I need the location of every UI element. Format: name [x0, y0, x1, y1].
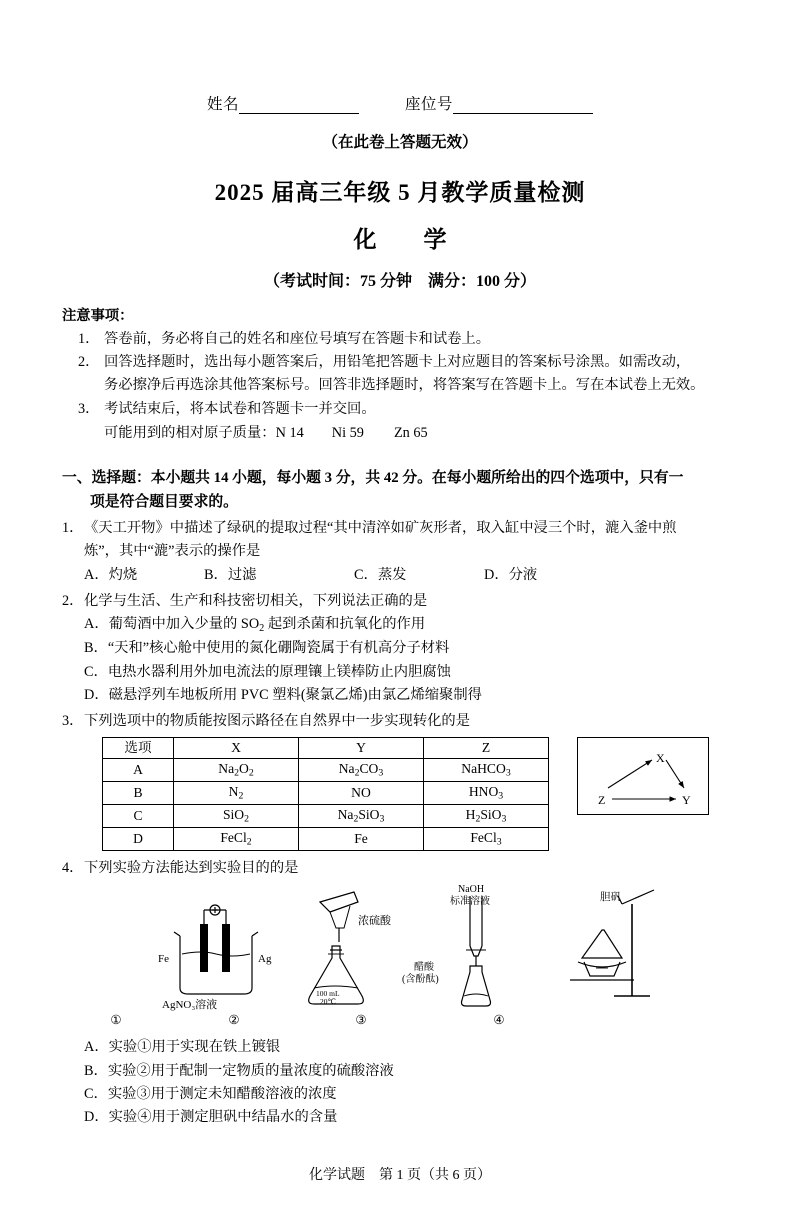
figure-number-4: ④ [493, 1013, 505, 1028]
table-cell-z: $HNO_3$ [424, 782, 549, 805]
figure4-label-danfan: 胆矾 [600, 892, 621, 904]
table-header-cell: Y [299, 738, 424, 759]
question-stem [62, 517, 742, 563]
table-header-cell: 选项 [103, 738, 174, 759]
question-text: 下列实验方法能达到实验目的的是 [84, 860, 299, 877]
table-cell-y: $Na_2SiO_3$ [299, 805, 424, 828]
question-number: 3． [62, 712, 84, 729]
atomic-mass-line [104, 422, 740, 445]
seat-label: 座位号 [405, 96, 454, 113]
question-number: 4． [62, 860, 84, 877]
section-heading-line2: 项是符合题目要求的。 [90, 493, 238, 510]
figure3-label-standard: 标准溶液 [450, 896, 490, 908]
exam-info: （考试时间：75 分钟 满分：100 分） [263, 273, 536, 290]
name-label: 姓名 [206, 96, 239, 113]
note-item [78, 328, 740, 351]
table-cell-y: Fe [299, 828, 424, 851]
option-c[interactable]: C．电热水器利用外加电流法的原理镶上镁棒防止内胆腐蚀 [84, 663, 451, 680]
table-cell-x: $N_2$ [174, 782, 299, 805]
options-list [62, 613, 742, 707]
options-table [102, 737, 549, 851]
question-1 [0, 517, 800, 586]
figure3-label-naoh: NaOH [458, 884, 485, 896]
question-3 [0, 710, 800, 733]
note-number: 2． [78, 354, 100, 371]
options-list [62, 1036, 742, 1129]
note-number: 1． [78, 331, 100, 348]
question-3-figure-row [0, 737, 800, 851]
table-cell-x: SiO$_2$ [174, 805, 299, 828]
question-stem [62, 710, 742, 733]
figure3-label-phenol: (含酚酞) [402, 974, 439, 986]
option-a[interactable]: A．灼烧 [84, 566, 138, 583]
atomic-mass-ni: Ni 59 [331, 424, 364, 441]
table-row[interactable] [103, 828, 549, 851]
question-number: 2． [62, 592, 84, 609]
table-row[interactable] [103, 759, 549, 782]
note-item [78, 351, 740, 374]
atomic-mass-zn: Zn 65 [393, 424, 428, 441]
cycle-label-y: Y [682, 793, 691, 808]
table-row[interactable] [103, 805, 549, 828]
note-text: 考试结束后，将本试卷和答题卡一并交回。 [104, 400, 376, 417]
question-4 [0, 857, 800, 880]
option-d[interactable]: D．实验④用于测定胆矾中结晶水的含量 [84, 1108, 338, 1125]
figure2-label-temp: 20℃ [320, 997, 336, 1007]
notes-title: 注意事项： [62, 308, 134, 324]
option-a[interactable]: A．实验①用于实现在铁上镀银 [84, 1039, 281, 1056]
page-footer: 化学试题 第 1 页（共 6 页） [309, 1168, 491, 1183]
notes-block [0, 305, 800, 445]
figure-number-3: ③ [355, 1013, 367, 1028]
figure1-label-ag: Ag [258, 953, 272, 966]
question-stem [62, 590, 742, 613]
experiment-apparatus-diagram [62, 884, 702, 1012]
table-row[interactable] [103, 782, 549, 805]
note-number: 3． [78, 400, 100, 417]
question-number: 1． [62, 520, 84, 537]
figure3-label-acetic: 醋酸 [414, 962, 434, 974]
figure2-label-acid: 浓硫酸 [358, 915, 391, 928]
question-text: 《天工开物》中描述了绿矾的提取过程“其中清淬如矿灰形者，取入缸中浸三个时，漉入釜中煎 [84, 520, 677, 537]
cycle-label-z: Z [598, 793, 606, 808]
options-row [62, 564, 742, 587]
question-text-cont: 炼”，其中“漉”表示的操作是 [84, 543, 261, 560]
question-4-options [0, 1036, 800, 1129]
seat-blank[interactable] [453, 113, 593, 114]
name-blank[interactable] [239, 113, 359, 114]
subject-title: 化 学 [353, 227, 459, 252]
figure1-label-fe: Fe [158, 953, 169, 966]
option-c[interactable]: C．蒸发 [354, 566, 407, 583]
option-b[interactable]: B．实验②用于配制一定物质的量浓度的硫酸溶液 [84, 1062, 394, 1079]
option-b[interactable]: B．过滤 [204, 566, 257, 583]
option-d[interactable]: D．分液 [484, 566, 538, 583]
figure-number-1: ① [110, 1013, 122, 1028]
table-cell-option: B [103, 782, 174, 805]
table-header-cell: X [174, 738, 299, 759]
table-cell-y: $Na_2CO_3$ [299, 759, 424, 782]
option-a[interactable]: A．葡萄酒中加入少量的 $SO_2$ 起到杀菌和抗氧化的作用 [84, 615, 426, 634]
note-text: 回答选择题时，选出每小题答案后，用铅笔把答题卡上对应题目的答案标号涂黑。如需改动， [104, 354, 691, 371]
experiment-figures [62, 884, 800, 1016]
table-header-cell: Z [424, 738, 549, 759]
figure1-label-agno3: AgNO₃溶液 [162, 999, 218, 1012]
section-heading [0, 467, 800, 514]
section-heading-line1: 一、选择题：本小题共 14 小题，每小题 3 分，共 42 分。在每小题所给出的四个选项中，只有一 [62, 469, 684, 486]
cycle-label-x: X [656, 751, 665, 766]
note-text-cont: 务必擦净后再选涂其他答案标号。回答非选择题时，将答案写在答题卡上。写在本试卷上无效。 [104, 377, 705, 394]
option-c[interactable]: C．实验③用于测定未知醋酸溶液的浓度 [84, 1085, 337, 1102]
table-cell-z: FeCl$_3$ [424, 828, 549, 851]
figure-number-2: ② [228, 1013, 240, 1028]
table-cell-option: C [103, 805, 174, 828]
option-b[interactable]: B．“天和”核心舱中使用的氮化硼陶瓷属于有机高分子材料 [84, 640, 450, 657]
cycle-arrows-icon [578, 738, 708, 814]
atomic-mass-label: 可能用到的相对原子质量： [104, 424, 276, 441]
table-cell-z: $H_2SiO_3$ [424, 805, 549, 828]
table-cell-option: A [103, 759, 174, 782]
note-text: 答卷前，务必将自己的姓名和座位号填写在答题卡和试卷上。 [104, 331, 491, 348]
note-item [78, 398, 740, 421]
figure2-label-volume: 100 mL [316, 989, 340, 999]
atomic-mass-n: N 14 [275, 424, 304, 441]
table-cell-z: NaHCO$_3$ [424, 759, 549, 782]
table-cell-y: NO [299, 782, 424, 805]
table-header-row [103, 738, 549, 759]
question-text: 下列选项中的物质能按图示路径在自然界中一步实现转化的是 [84, 712, 471, 729]
table-cell-x: $Na_2O_2$ [174, 759, 299, 782]
exam-page [0, 92, 800, 1224]
page-title: 2025 届高三年级 5 月教学质量检测 [214, 180, 586, 205]
conversion-cycle-diagram [577, 737, 709, 815]
question-text: 化学与生活、生产和科技密切相关，下列说法正确的是 [84, 592, 428, 609]
question-stem [62, 857, 742, 880]
invalid-note: （在此卷上答题无效） [322, 134, 478, 151]
question-2 [0, 590, 800, 707]
table-cell-x: FeCl$_2$ [174, 828, 299, 851]
table-cell-option: D [103, 828, 174, 851]
student-info-row [0, 92, 800, 114]
option-d[interactable]: D．磁悬浮列车地板所用 PVC 塑料(聚氯乙烯)由氯乙烯缩聚制得 [84, 686, 482, 703]
